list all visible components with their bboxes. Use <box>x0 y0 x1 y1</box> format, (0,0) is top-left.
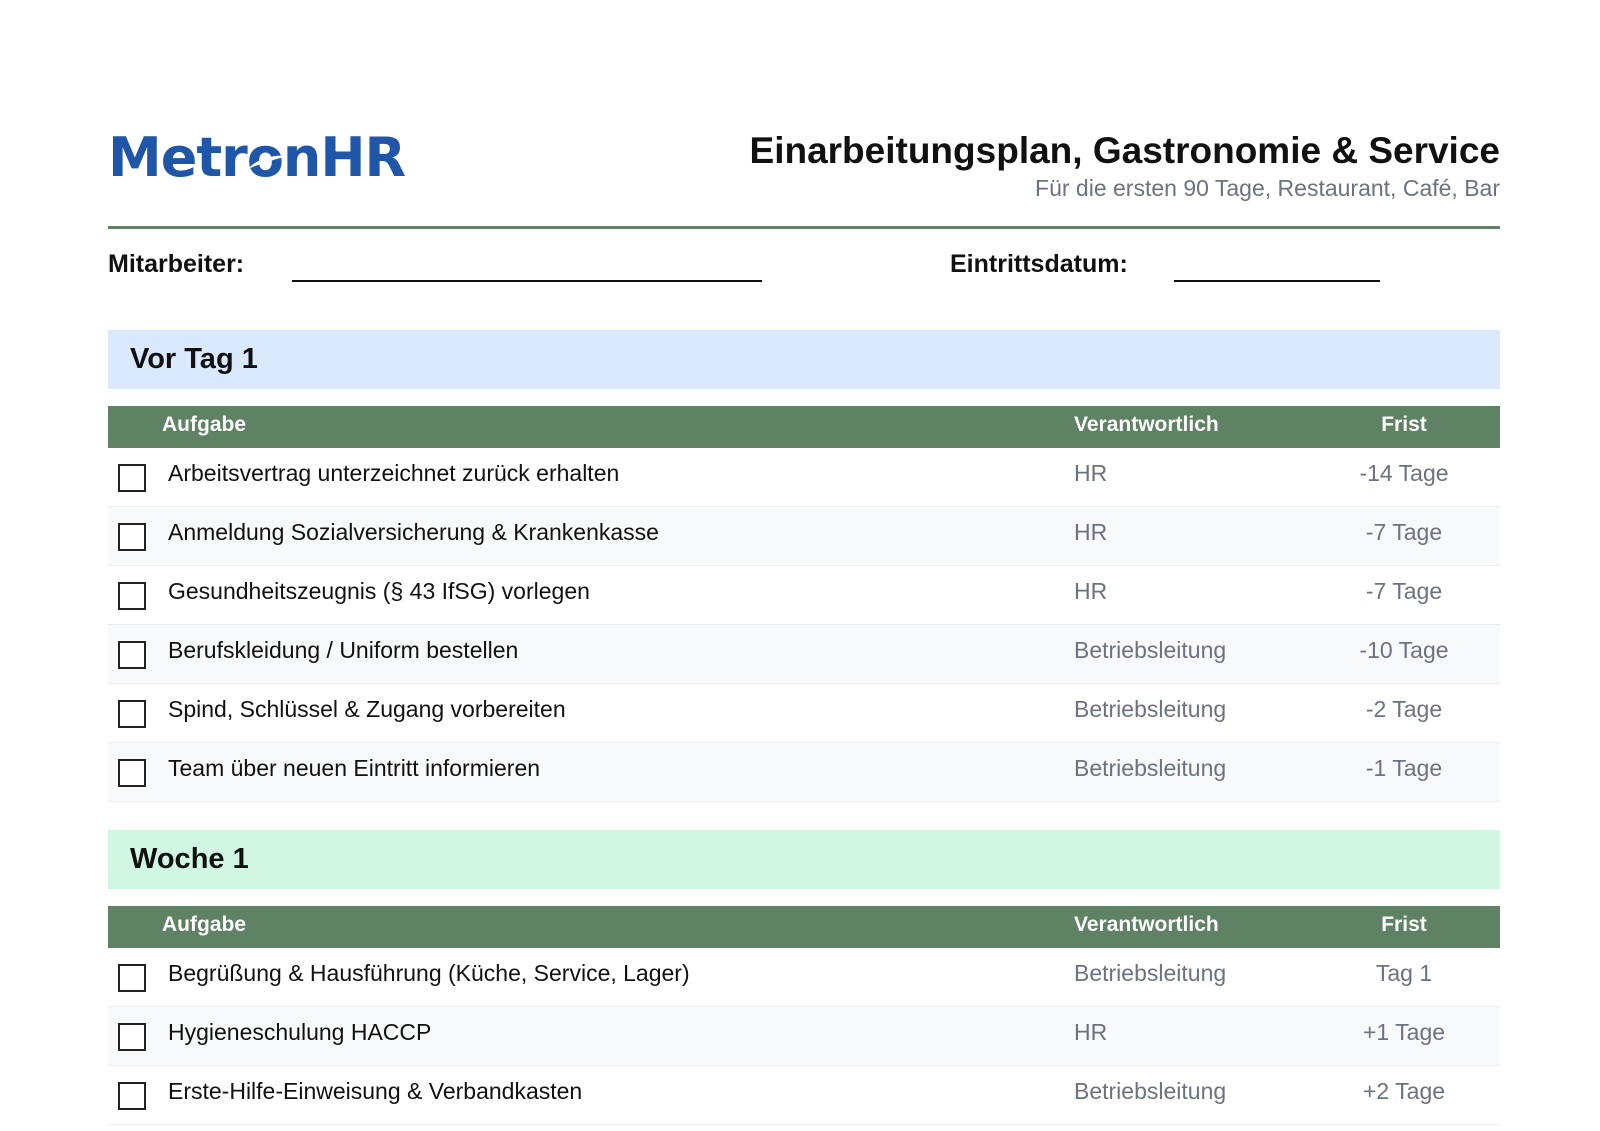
table-row <box>108 1007 1500 1066</box>
table-header <box>108 406 1500 448</box>
due-text: -1 Tage <box>1365 755 1443 781</box>
task-text: Team über neuen Eintritt informieren <box>168 755 541 781</box>
column-header-task: Aufgabe <box>162 413 246 436</box>
task-text: Begrüßung & Hausführung (Küche, Service, Lager) <box>168 960 690 986</box>
column-header-due: Frist <box>1381 413 1427 436</box>
task-text: Spind, Schlüssel & Zugang vorbereiten <box>168 696 566 722</box>
responsible-text: Betriebsleitung <box>1074 755 1227 781</box>
task-checkbox[interactable] <box>118 641 146 669</box>
responsible-text: Betriebsleitung <box>1074 960 1227 986</box>
table-row <box>108 625 1500 684</box>
start-date-label: Eintrittsdatum: <box>950 250 1128 278</box>
task-checkbox[interactable] <box>118 964 146 992</box>
column-header-responsible: Verantwortlich <box>1074 913 1219 936</box>
responsible-text: Betriebsleitung <box>1074 637 1227 663</box>
table-row <box>108 948 1500 1007</box>
task-checkbox[interactable] <box>118 759 146 787</box>
task-checkbox[interactable] <box>118 1082 146 1110</box>
due-text: +1 Tage <box>1362 1019 1446 1045</box>
due-text: -7 Tage <box>1365 578 1443 604</box>
task-checkbox[interactable] <box>118 523 146 551</box>
section-vor-tag-1 <box>108 330 1500 802</box>
table-row <box>108 566 1500 625</box>
due-text: -7 Tage <box>1365 519 1443 545</box>
column-header-task: Aufgabe <box>162 913 246 936</box>
document-subtitle: Für die ersten 90 Tage, Restaurant, Café, Bar <box>1035 175 1500 201</box>
task-text: Arbeitsvertrag unterzeichnet zurück erhalten <box>168 460 620 486</box>
document-header <box>108 120 1500 230</box>
task-text: Berufskleidung / Uniform bestellen <box>168 637 519 663</box>
responsible-text: HR <box>1074 578 1108 604</box>
table-row <box>108 507 1500 566</box>
responsible-text: Betriebsleitung <box>1074 696 1227 722</box>
section-woche-1 <box>108 830 1500 1125</box>
task-checkbox[interactable] <box>118 1023 146 1051</box>
due-text: +2 Tage <box>1362 1078 1446 1104</box>
section-title: Woche 1 <box>108 830 1500 889</box>
responsible-text: Betriebsleitung <box>1074 1078 1227 1104</box>
section-title: Vor Tag 1 <box>108 330 1500 389</box>
responsible-text: HR <box>1074 1019 1108 1045</box>
due-text: -10 Tage <box>1359 637 1449 663</box>
task-text: Anmeldung Sozialversicherung & Krankenkasse <box>168 519 659 545</box>
task-checkbox[interactable] <box>118 700 146 728</box>
document-title: Einarbeitungsplan, Gastronomie & Service <box>749 130 1500 171</box>
employee-name-line[interactable] <box>292 280 762 282</box>
due-text: -14 Tage <box>1359 460 1449 486</box>
task-text: Hygieneschulung HACCP <box>168 1019 432 1045</box>
table-row <box>108 448 1500 507</box>
task-checkbox[interactable] <box>118 582 146 610</box>
responsible-text: HR <box>1074 519 1108 545</box>
table-row <box>108 1066 1500 1125</box>
due-text: Tag 1 <box>1375 960 1433 986</box>
header-divider <box>108 226 1500 229</box>
metronhr-logo: Metro nHR <box>108 126 406 189</box>
responsible-text: HR <box>1074 460 1108 486</box>
employee-fields <box>108 250 1500 290</box>
task-text: Gesundheitszeugnis (§ 43 IfSG) vorlegen <box>168 578 590 604</box>
table-row <box>108 684 1500 743</box>
start-date-line[interactable] <box>1174 280 1380 282</box>
table-row <box>108 743 1500 802</box>
table-header <box>108 906 1500 948</box>
column-header-due: Frist <box>1381 913 1427 936</box>
employee-label: Mitarbeiter: <box>108 250 245 278</box>
column-header-responsible: Verantwortlich <box>1074 413 1219 436</box>
task-checkbox[interactable] <box>118 464 146 492</box>
task-text: Erste-Hilfe-Einweisung & Verbandkasten <box>168 1078 583 1104</box>
due-text: -2 Tage <box>1365 696 1443 722</box>
